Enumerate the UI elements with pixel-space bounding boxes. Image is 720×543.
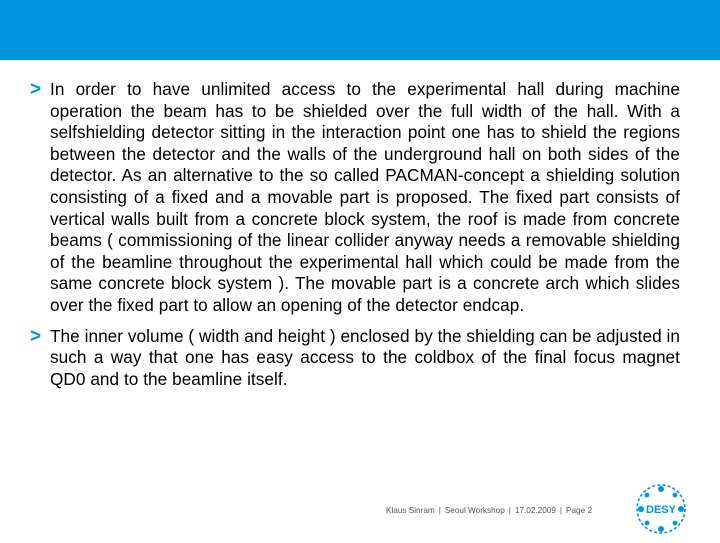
header-band — [0, 0, 720, 60]
footer-date: 17.02.2009 — [514, 506, 556, 515]
footer-event: Seoul Workshop — [444, 506, 505, 515]
bullet-marker: > — [30, 325, 42, 347]
desy-logo-icon — [632, 480, 690, 538]
footer-separator: | — [559, 506, 563, 515]
bullet-item — [30, 326, 680, 391]
footer-separator: | — [508, 506, 511, 515]
bullet-marker: > — [30, 79, 42, 100]
bullet-text: The inner volume ( width and height ) enclosed by the shielding can be adjusted in such a way that one has easy access to the coldbox of the final focus magnet QD0 and to the beamline itself. — [50, 325, 680, 389]
bullet-item — [30, 79, 680, 317]
bullet-text: In order to have unlimited access to the experimental hall during machine operation the beam has to be shielded over the full width of the hall. With a selfshielding detector sitting in the interaction point one has to shield the regions between the detector and the walls of the underground hall on both sides of the detector. As an alternative to the so called PACMAN-concept a shielding solution consisting of a fixed and a movable part is proposed. The fixed part consists of vertical walls built from a concrete block system, the roof is made from concrete beams ( commissioning of the linear collider anyway needs a removable shielding of the beamline throughout the experimental hall which could be made from the same concrete block system ). The movable part is a concrete arch which slides over the fixed part to allow an opening of the detector endcap. — [50, 79, 680, 315]
slide-footer — [386, 506, 622, 515]
footer-separator: | — [438, 506, 441, 515]
slide-content — [30, 79, 680, 399]
logo-text: DESY — [646, 504, 676, 516]
footer-author: Klaus Sinram — [386, 506, 435, 515]
footer-page: Page 2 — [566, 506, 592, 515]
